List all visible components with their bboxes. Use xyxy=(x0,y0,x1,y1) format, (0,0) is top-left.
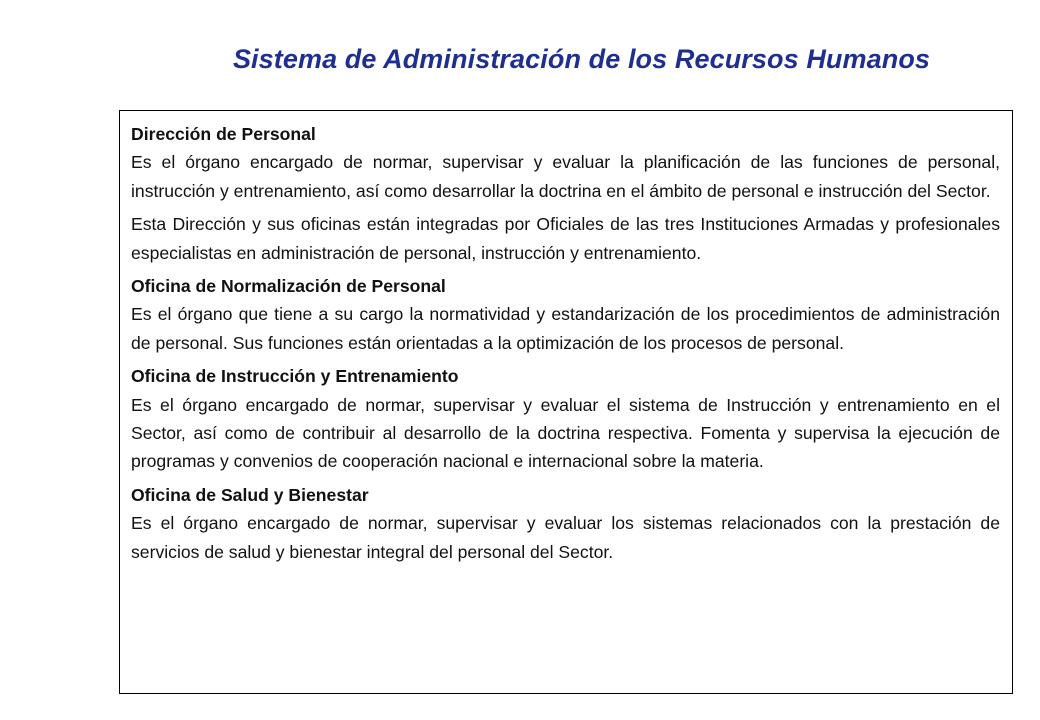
section-heading: Oficina de Normalización de Personal xyxy=(131,276,446,297)
section-direccion-personal xyxy=(131,120,1000,267)
section-heading: Oficina de Salud y Bienestar xyxy=(131,484,369,505)
content-box xyxy=(119,110,1013,694)
section-paragraph: Es el órgano encargado de normar, supervisar y evaluar los sistemas relacionados con la prestación de servicios de salud y bienestar integral del personal del Sector. xyxy=(131,513,1000,562)
section-oficina-normalizacion xyxy=(131,272,1000,357)
section-paragraph: Es el órgano encargado de normar, supervisar y evaluar el sistema de Instrucción y entrenamiento en el Sector, así como de contribuir al desarrollo de la doctrina respectiva. Fomenta y supervisa la ejecución de programas y convenios de cooperación nacional e internacional sobre la materia. xyxy=(131,394,1000,472)
section-oficina-salud xyxy=(131,481,1000,566)
section-heading: Oficina de Instrucción y Entrenamiento xyxy=(131,366,459,387)
section-paragraph: Esta Dirección y sus oficinas están integradas por Oficiales de las tres Instituciones Armadas y profesionales especialistas en administración de personal, instrucción y entrenamiento. xyxy=(131,214,1000,263)
section-paragraph: Es el órgano encargado de normar, supervisar y evaluar la planificación de las funciones de personal, instrucción y entrenamiento, así como desarrollar la doctrina en el ámbito de personal e instrucción del Sector. xyxy=(131,152,1000,201)
section-heading: Dirección de Personal xyxy=(131,124,316,144)
section-oficina-instruccion xyxy=(131,362,1000,476)
page-title: Sistema de Administración de los Recursos Humanos xyxy=(232,44,931,74)
section-paragraph: Es el órgano que tiene a su cargo la normatividad y estandarización de los procedimientos de administración de personal. Sus funciones están orientadas a la optimización de los procesos de personal. xyxy=(131,304,1000,353)
